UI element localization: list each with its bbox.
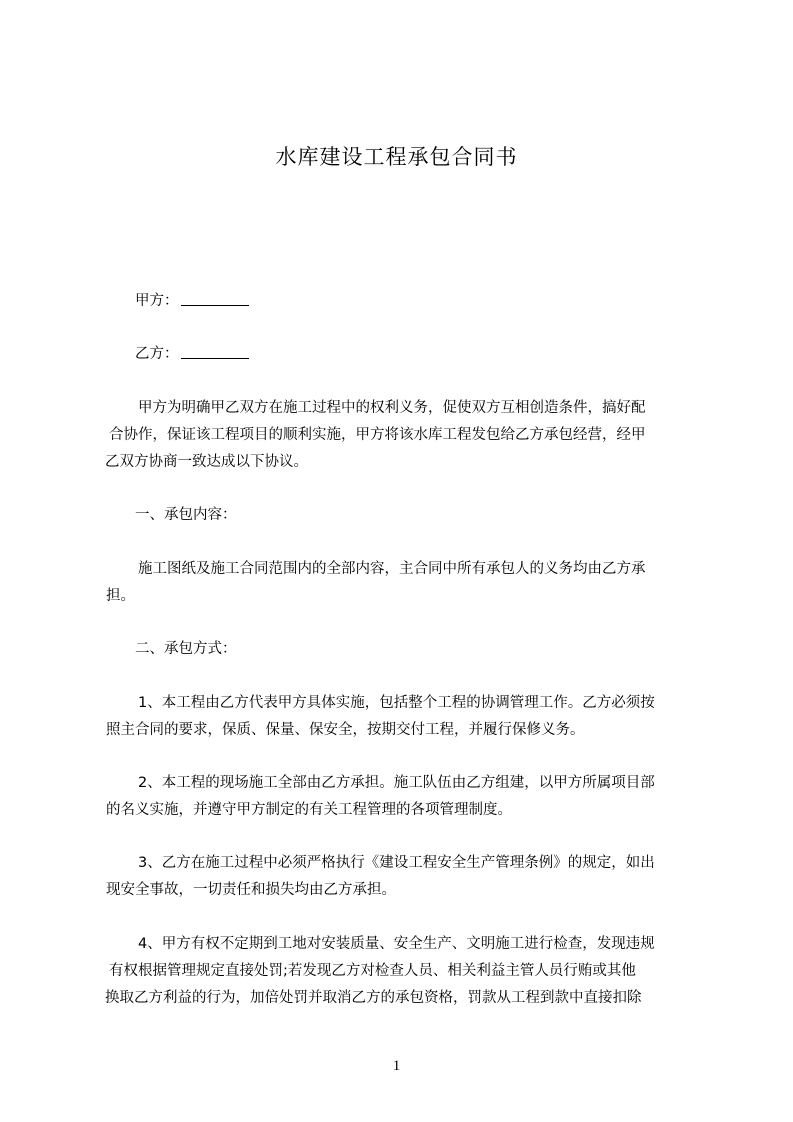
item4-line: 换取乙方利益的行为，加倍处罚并取消乙方的承包资格，罚款从工程到款中直接扣除 [105, 990, 642, 1006]
party-a-line [135, 291, 249, 311]
item4-line: 4、甲方有权不定期到工地对安装质量、安全生产、文明施工进行检查，发现违规 [138, 936, 655, 952]
item1-line: 照主合同的要求，保质、保量、保安全，按期交付工程，并履行保修义务。 [106, 722, 585, 738]
item1-line: 1、本工程由乙方代表甲方具体实施，包括整个工程的协调管理工作。乙方必须按 [138, 695, 655, 711]
intro-line: 合协作，保证该工程项目的顺利实施，甲方将该水库工程发包给乙方承包经营，经甲 [109, 427, 646, 443]
item2-line: 2、本工程的现场施工全部由乙方承担。施工队伍由乙方组建，以甲方所属项目部 [138, 775, 655, 791]
section-heading-method: 二、承包方式： [135, 641, 237, 657]
section1-line: 施工图纸及施工合同范围内的全部内容，主合同中所有承包人的义务均由乙方承 [138, 561, 646, 577]
item4-line: 有权根据管理规定直接处罚;若发现乙方对检查人员、相关利益主管人员行贿或其他 [109, 963, 636, 979]
party-a-label: 甲方： [135, 293, 179, 309]
intro-line: 甲方为明确甲乙双方在施工过程中的权利义务，促使双方互相创造条件，搞好配 [138, 400, 646, 416]
party-a-blank [181, 291, 249, 306]
section1-line: 担。 [106, 588, 135, 604]
item3-line: 3、乙方在施工过程中必须严格执行《建设工程安全生产管理条例》的规定，如出 [138, 855, 655, 871]
document-title: 水库建设工程承包合同书 [275, 145, 518, 169]
page-number: 1 [392, 1058, 401, 1074]
party-b-blank [181, 344, 249, 359]
party-b-line [135, 344, 249, 364]
party-b-label: 乙方： [135, 346, 179, 362]
item3-line: 现安全事故，一切责任和损失均由乙方承担。 [106, 882, 396, 898]
item2-line: 的名义实施，并遵守甲方制定的有关工程管理的各项管理制度。 [106, 802, 512, 818]
section-heading-contents: 一、承包内容： [135, 507, 237, 523]
intro-line: 乙双方协商一致达成以下协议。 [105, 454, 308, 470]
